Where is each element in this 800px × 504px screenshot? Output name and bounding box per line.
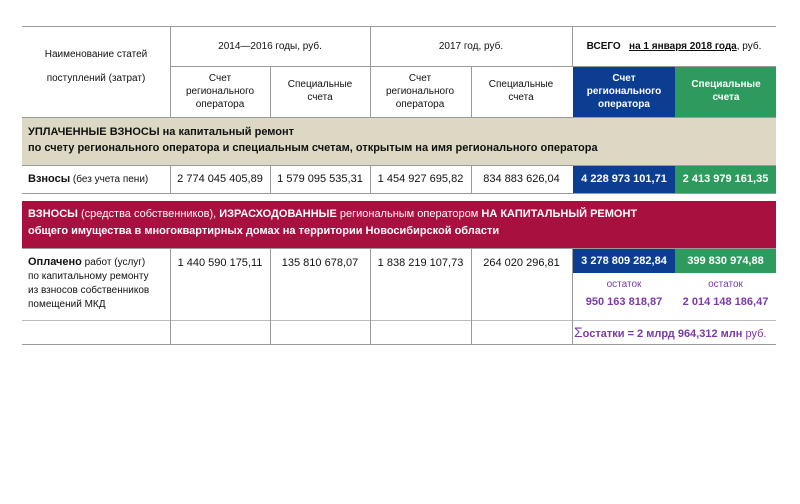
- subheader-2017-regional: Счет регионального оператора: [385, 73, 455, 110]
- row2-label-line2: по капитальному ремонту: [28, 271, 149, 282]
- row1-2014-regional: 2 774 045 405,89: [177, 173, 263, 185]
- row2-remainder-label-special: остаток: [708, 279, 743, 290]
- header-period-2014-2016: 2014—2016 годы, руб.: [218, 41, 322, 52]
- section1-line1: [28, 126, 294, 139]
- row2-total-special: 399 830 974,88: [687, 255, 764, 267]
- footer-sum-unit: руб.: [742, 328, 767, 340]
- subheader-2017-special: Специальные счета: [488, 79, 554, 103]
- row1-bottom-line: [22, 193, 776, 194]
- row1-label: [28, 172, 148, 187]
- section2-line1-d: региональным оператором: [336, 208, 482, 220]
- section1-line1-bold: УПЛАЧЕННЫЕ ВЗНОСЫ: [28, 126, 160, 138]
- section2-line2: общего имущества в многоквартирных домах на территории Новосибирской области: [28, 225, 500, 237]
- row1-total-special: 2 413 979 161,35: [682, 173, 769, 185]
- row1-2017-regional: 1 454 927 695,82: [377, 173, 464, 185]
- subheader-total-regional: Счет регионального оператора: [586, 73, 662, 110]
- header-total-date: на 1 января 2018 года: [629, 41, 737, 52]
- row2-remainder-special: 2 014 148 186,47: [682, 296, 769, 308]
- header-total: [572, 40, 776, 53]
- row2-2017-special: 264 020 296,81: [483, 257, 560, 269]
- row2-remainder-label-regional: остаток: [606, 279, 642, 290]
- section2-line1-a: ВЗНОСЫ: [28, 208, 78, 220]
- row2-mid-line: [22, 320, 776, 321]
- col-sep-2: [270, 66, 271, 117]
- section1-line1-rest: на капитальный ремонт: [159, 126, 295, 138]
- header-total-prefix: ВСЕГО: [586, 41, 621, 52]
- row1-label-bold: Взносы: [28, 173, 71, 185]
- row2-label-line3: из взносов собственников: [28, 285, 150, 296]
- row2-2017-regional: 1 838 219 107,73: [377, 257, 464, 269]
- bottom-border: [22, 344, 776, 345]
- row2-label-bold: Оплачено: [28, 256, 82, 268]
- header-total-suffix: , руб.: [736, 41, 762, 52]
- section2-line1-b: (средства собственников),: [77, 208, 220, 220]
- row2-2014-special: 135 810 678,07: [281, 257, 359, 269]
- row1-2017-special: 834 883 626,04: [483, 173, 560, 185]
- header-item-col-line2: поступлений (затрат): [46, 73, 146, 84]
- section2-line1: [28, 208, 637, 221]
- top-border: [22, 26, 776, 27]
- row2-total-regional: 3 278 809 282,84: [581, 255, 667, 267]
- header-period-2017: 2017 год, руб.: [438, 41, 504, 52]
- row1-label-rest: (без учета пени): [70, 174, 149, 185]
- subheader-2014-regional: Счет регионального оператора: [185, 73, 255, 110]
- subheader-total-special: Специальные счета: [691, 79, 761, 103]
- section2-line1-e: НА КАПИТАЛЬНЫЙ РЕМОНТ: [481, 208, 638, 220]
- row1-2014-special: 1 579 095 535,31: [277, 173, 363, 185]
- section2-line1-c: ИЗРАСХОДОВАННЫЕ: [219, 208, 337, 220]
- footer-sum: [574, 324, 776, 342]
- subheader-2014-special: Специальные счета: [287, 79, 353, 103]
- row2-label-line1: [28, 256, 145, 269]
- row2-2014-regional: 1 440 590 175,11: [177, 257, 263, 269]
- footer-sum-value: остатки = 2 млрд 964,312 млн: [582, 328, 743, 340]
- row2-label-rest: работ (услуг): [81, 257, 146, 268]
- col-sep-4: [471, 66, 472, 117]
- header-item-col-line1: Наименование статей: [44, 49, 148, 60]
- row2-label-line4: помещений МКД: [28, 299, 106, 310]
- row2-remainder-regional: 950 163 818,87: [585, 296, 663, 308]
- row1-total-regional: 4 228 973 101,71: [581, 173, 667, 185]
- sigma-icon: Σ: [574, 324, 583, 340]
- section1-line2: по счету регионального оператора и специальным счетам, открытым на имя регионального оператора: [28, 142, 598, 154]
